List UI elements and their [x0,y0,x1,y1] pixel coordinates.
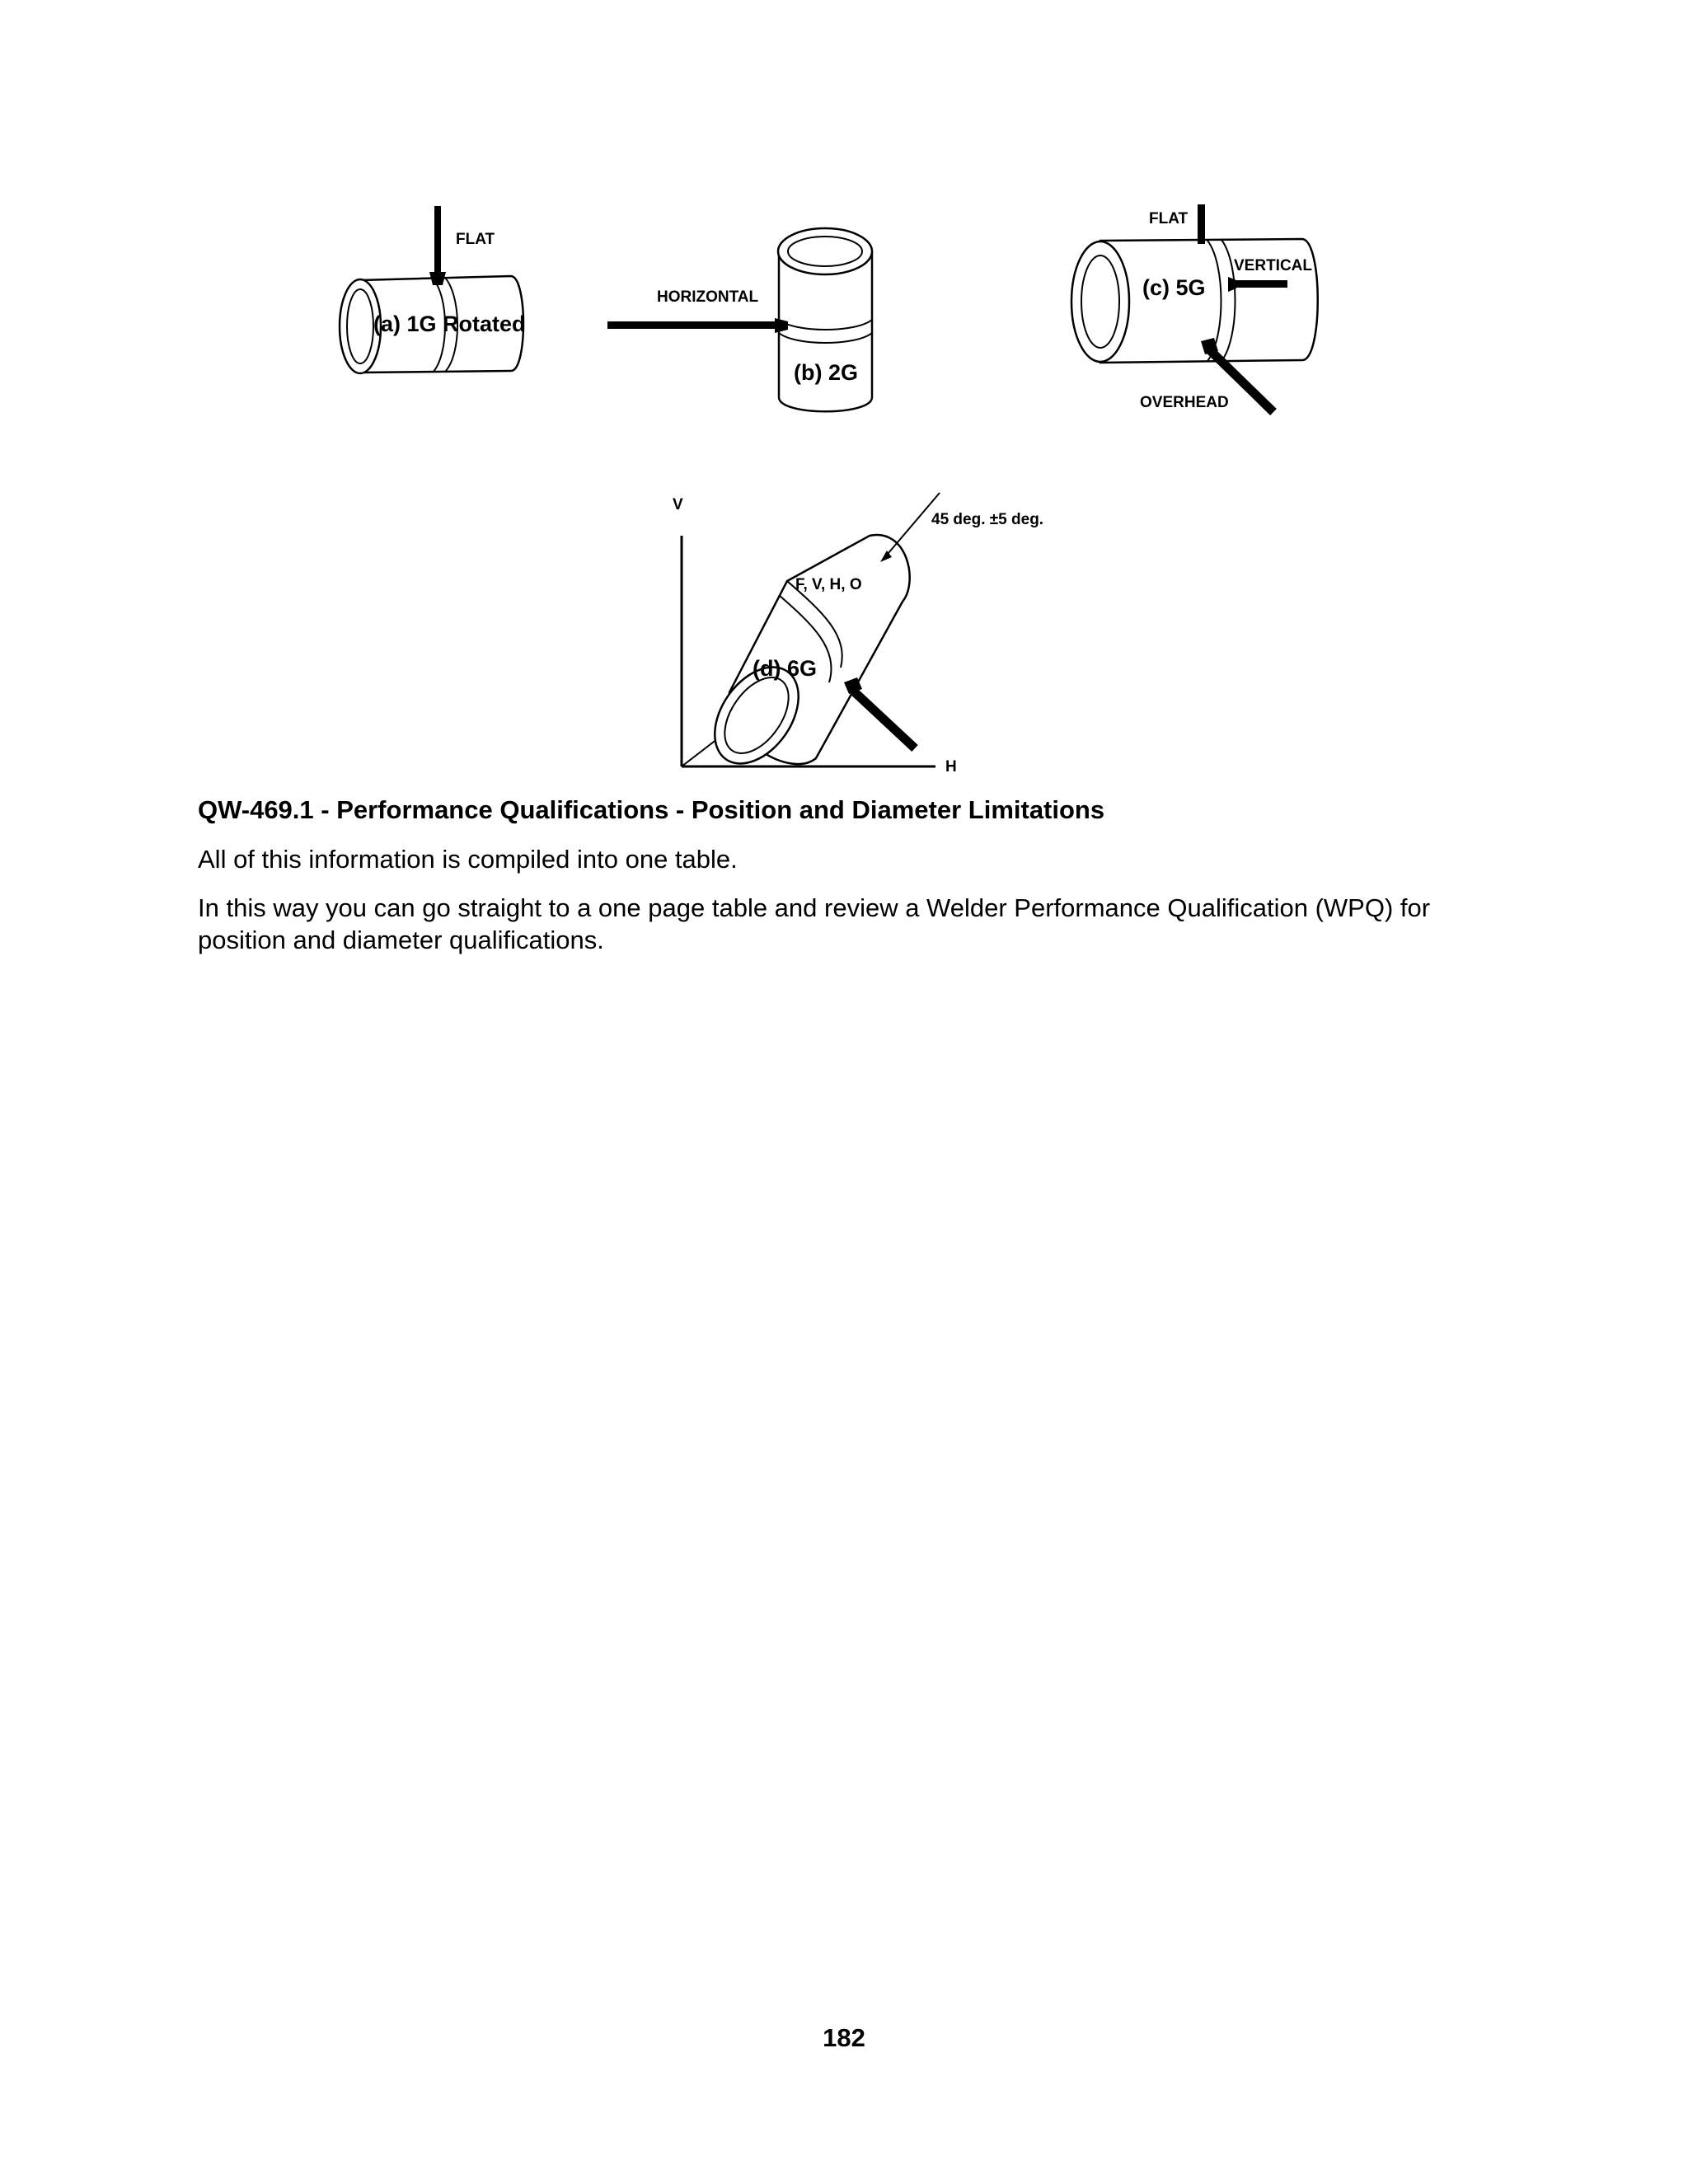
paragraph-2: In this way you can go straight to a one page table and review a Welder Performance Qualification (WPQ) for position and diameter qualifications. [198,893,1431,954]
pipe-1g-rotated [340,206,526,373]
vertical-label: VERTICAL [1234,257,1312,274]
horizontal-label: HORIZONTAL [657,288,759,306]
caption-1g: (a) 1G Rotated [373,312,526,336]
section-heading: QW-469.1 - Performance Qualifications - Position and Diameter Limitations [198,795,1105,824]
vertical-torch-arrow [1232,280,1287,288]
h-axis-label: H [945,758,957,776]
welding-positions-figure [0,0,1688,791]
pipe-6g [673,493,1043,779]
flat-torch-arrow-5g [1198,204,1205,244]
caption-6g: (d) 6G [753,656,817,681]
angle-label: 45 deg. ±5 deg. [931,511,1044,528]
positions-label: F, V, H, O [795,576,862,593]
paragraph-1: All of this information is compiled into one table. [198,845,738,874]
page-number: 182 [823,2023,865,2052]
pipe-5g [1071,204,1318,412]
caption-5g: (c) 5G [1142,275,1206,300]
overhead-label: OVERHEAD [1140,394,1229,411]
caption-2g: (b) 2G [794,360,858,385]
pipe-2g [607,228,872,411]
horizontal-torch-arrow [607,321,779,329]
flat-label-5g: FLAT [1149,210,1189,227]
flat-torch-arrow [434,206,441,279]
v-axis-label: V [673,496,683,513]
torch-6g [853,691,915,748]
flat-label: FLAT [456,231,495,248]
